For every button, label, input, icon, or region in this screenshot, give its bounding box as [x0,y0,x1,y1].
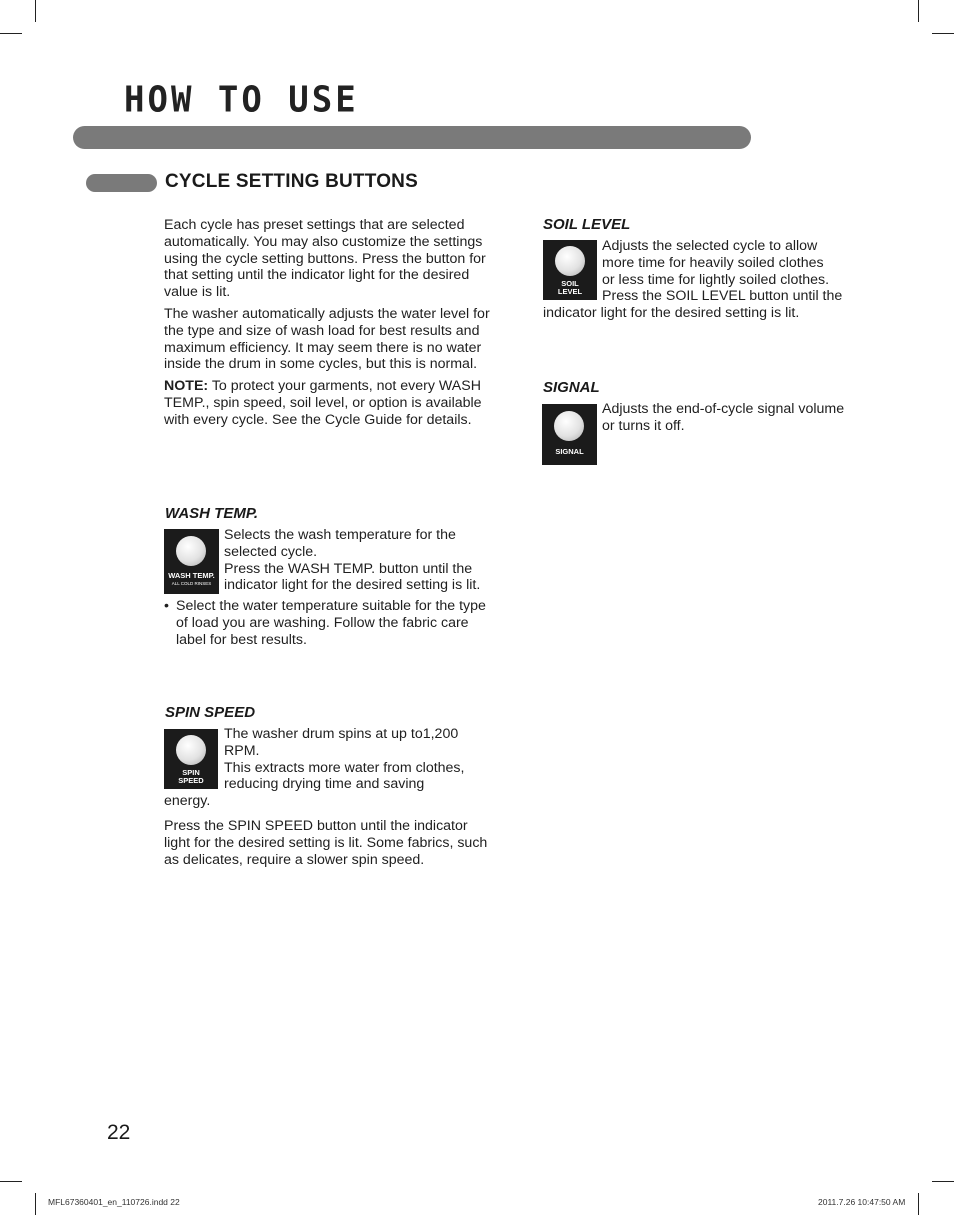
wash-temp-line: selected cycle. [224,543,318,560]
wash-temp-button-label: WASH TEMP. [168,571,215,580]
crop-mark [0,33,22,34]
spin-speed-line: This extracts more water from clothes, [224,759,465,776]
bullet-dot-icon: • [164,598,169,614]
signal-button-label: SIGNAL [555,447,584,456]
knob-icon [554,411,584,441]
intro-paragraph-2: The washer automatically adjusts the water level for the type and size of wash load for best results and maximum efficiency. It may seem there is no water inside the drum in some cycles, but this is normal. [164,305,490,373]
intro-text [164,217,499,434]
spin-speed-button-image [164,729,218,789]
crop-mark [35,1193,36,1215]
crop-mark [918,1193,919,1215]
soil-level-line: Adjusts the selected cycle to allow [602,238,818,254]
crop-mark [932,33,954,34]
spin-speed-line-energy: energy. [164,793,211,809]
knob-icon [176,536,206,566]
soil-level-button-label: SOIL [561,279,579,288]
wash-temp-line: Press the WASH TEMP. button until the [224,560,473,577]
note-text: To protect your garments, not every WASH TEMP., spin speed, soil level, or option is available with every cycle. See the Cycle Guide for details. [164,378,482,428]
crop-mark [918,0,919,22]
crop-mark [0,1181,22,1182]
wash-temp-bullet [164,598,494,648]
wash-temp-button-image [164,529,219,594]
spin-speed-paragraph: Press the SPIN SPEED button until the indicator light for the desired setting is lit. Some fabrics, such as delicates, require a slower spin speed. [164,818,488,868]
knob-icon [555,246,585,276]
crop-mark [35,0,36,22]
soil-level-button-image [543,240,597,300]
wash-temp-title: WASH TEMP. [165,505,259,522]
knob-icon [176,735,206,765]
soil-level-line-last: indicator light for the desired setting is lit. [543,305,800,321]
section-title: CYCLE SETTING BUTTONS [165,171,418,192]
crop-mark [932,1181,954,1182]
spin-speed-line: The washer drum spins at up to1,200 [224,726,459,742]
wash-temp-line: Selects the wash temperature for the [224,527,456,543]
page-number: 22 [107,1121,131,1144]
soil-level-line: Press the SOIL LEVEL button until the [602,288,843,305]
soil-level-line: more time for heavily soiled clothes [602,254,824,271]
heading-bar [73,126,751,149]
wash-temp-description [224,527,480,594]
signal-line: Adjusts the end-of-cycle signal volume [602,401,845,417]
soil-level-description [602,238,842,305]
signal-title: SIGNAL [543,379,600,396]
spin-speed-line: reducing drying time and saving [224,776,425,793]
note-label: NOTE: [164,378,209,395]
spin-speed-title: SPIN SPEED [165,704,256,721]
section-pill-decoration [86,174,157,192]
spin-speed-button-label: SPEED [178,776,204,785]
wash-temp-button-sublabel: ALL COLD RINSES [171,581,212,586]
signal-line: or turns it off. [602,417,685,434]
page-title: HOW TO USE [124,79,359,121]
wash-temp-line: indicator light for the desired setting is lit. [224,577,481,594]
intro-paragraph-1: Each cycle has preset settings that are selected automatically. You may also customize the settings using the cycle setting buttons. Press the button for that setting until the indicator light for the desired value is lit. [164,217,486,301]
soil-level-title: SOIL LEVEL [543,216,631,233]
footer-file-name: MFL67360401_en_110726.indd 22 [48,1197,180,1207]
soil-level-line: or less time for lightly soiled clothes. [602,271,830,288]
signal-button-image [542,404,597,465]
footer-timestamp: 2011.7.26 10:47:50 AM [818,1197,906,1207]
signal-description [602,401,844,435]
soil-level-button-label: LEVEL [557,287,583,296]
spin-speed-line: RPM. [224,742,260,759]
wash-temp-bullet-text: Select the water temperature suitable for the type of load you are washing. Follow the fabric care label for best results. [176,598,486,648]
spin-speed-button-label: SPIN [182,768,200,777]
intro-note [164,378,499,428]
spin-speed-description [224,726,464,793]
